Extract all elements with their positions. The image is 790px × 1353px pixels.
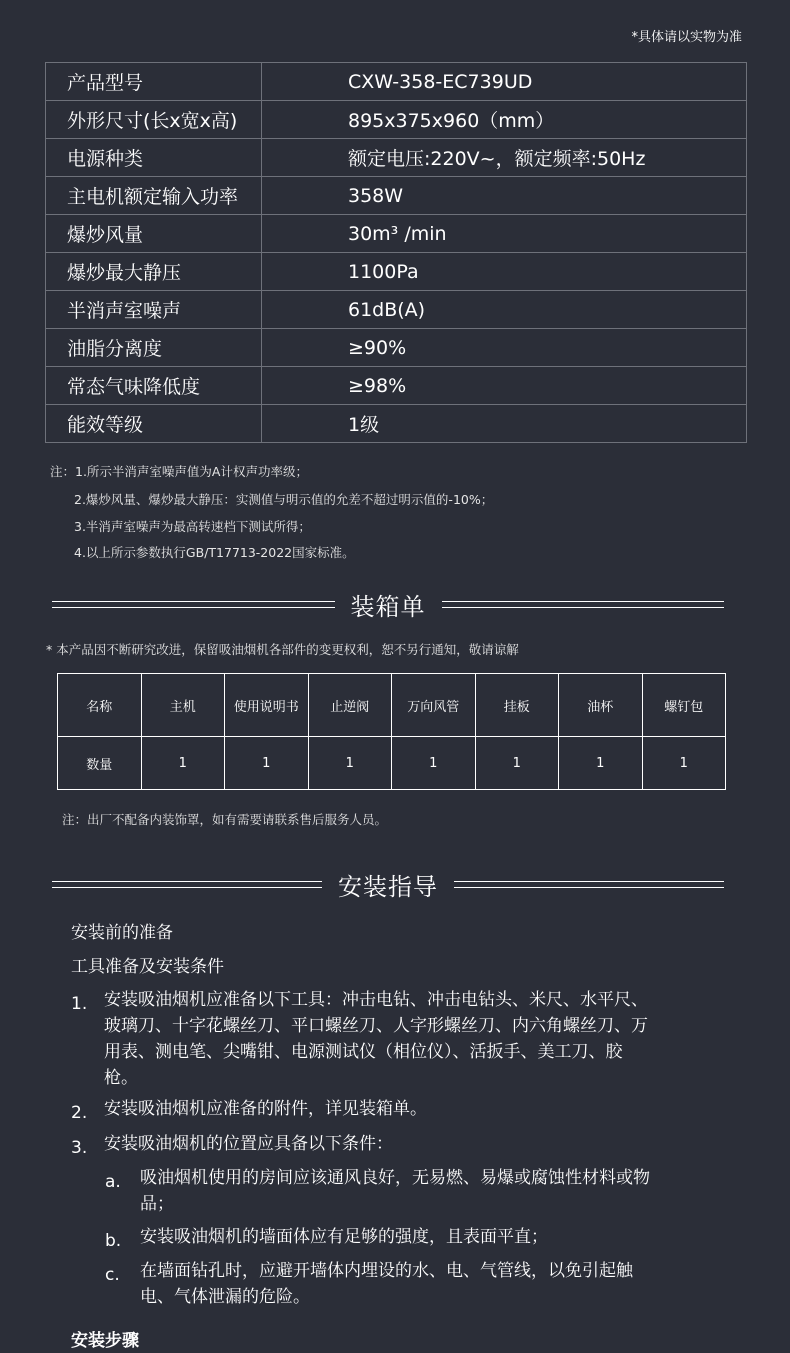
packing-header-cell: 使用说明书 xyxy=(225,674,309,737)
heading-rule-left xyxy=(52,881,322,888)
spec-value: 61dB(A) xyxy=(262,291,747,329)
list-item-number: 2. xyxy=(71,1103,88,1123)
list-item-text: 枪。 xyxy=(104,1068,138,1088)
packing-note: 注：出厂不配备内装饰罩，如有需要请联系售后服务人员。 xyxy=(62,812,388,827)
packing-disclaimer: * 本产品因不断研究改进，保留吸油烟机各部件的变更权利，恕不另行通知，敬请谅解 xyxy=(46,642,519,657)
spec-label: 主电机额定输入功率 xyxy=(46,177,262,215)
packing-qty-cell: 1 xyxy=(308,737,392,790)
list-item-number: c. xyxy=(105,1265,120,1285)
spec-value: 1100Pa xyxy=(262,253,747,291)
install-heading xyxy=(52,867,724,902)
packing-header-cell: 挂板 xyxy=(475,674,559,737)
spec-row xyxy=(46,253,747,291)
list-item-text: 安装吸油烟机应准备的附件，详见装箱单。 xyxy=(104,1099,427,1119)
list-item-text: 玻璃刀、十字花螺丝刀、平口螺丝刀、人字形螺丝刀、内六角螺丝刀、万 xyxy=(104,1016,648,1036)
packing-header-row xyxy=(58,674,726,737)
footnote-4: 4.以上所示参数执行GB/T17713-2022国家标准。 xyxy=(74,545,355,560)
top-note: *具体请以实物为准 xyxy=(631,30,742,45)
footnote-2: 2.爆炒风量、爆炒最大静压：实测值与明示值的允差不超过明示值的-10%； xyxy=(74,492,494,507)
footnote-3: 3.半消声室噪声为最高转速档下测试所得； xyxy=(74,519,311,534)
spec-value: 1级 xyxy=(262,405,747,443)
list-item-number: b. xyxy=(105,1231,122,1251)
packing-header-cell: 油杯 xyxy=(559,674,643,737)
list-item-number: a. xyxy=(105,1172,121,1192)
packing-header-cell: 名称 xyxy=(58,674,142,737)
spec-label: 半消声室噪声 xyxy=(46,291,262,329)
spec-row xyxy=(46,63,747,101)
packing-table xyxy=(57,673,726,790)
spec-row xyxy=(46,215,747,253)
spec-value: 895x375x960（mm） xyxy=(262,101,747,139)
packing-qty-cell: 1 xyxy=(475,737,559,790)
spec-row xyxy=(46,177,747,215)
spec-row xyxy=(46,367,747,405)
prep-title: 安装前的准备 xyxy=(71,923,173,943)
spec-row xyxy=(46,329,747,367)
list-item-text: 安装吸油烟机应准备以下工具：冲击电钻、冲击电钻头、米尺、水平尺、 xyxy=(104,990,648,1010)
spec-value: CXW-358-EC739UD xyxy=(262,63,747,101)
packing-qty-cell: 1 xyxy=(559,737,643,790)
packing-header-cell: 螺钉包 xyxy=(642,674,726,737)
spec-label: 常态气味降低度 xyxy=(46,367,262,405)
spec-row xyxy=(46,139,747,177)
list-item-number: 1. xyxy=(71,994,88,1014)
spec-label: 外形尺寸(长x宽x高) xyxy=(46,101,262,139)
list-item-text: 品； xyxy=(140,1194,174,1214)
spec-value: 30m³ /min xyxy=(262,215,747,253)
spec-value: ≥90% xyxy=(262,329,747,367)
spec-label: 油脂分离度 xyxy=(46,329,262,367)
list-item-text: 电、气体泄漏的危险。 xyxy=(140,1287,310,1307)
spec-label: 产品型号 xyxy=(46,63,262,101)
spec-value: 额定电压:220V~，额定频率:50Hz xyxy=(262,139,747,177)
packing-title: 装箱单 xyxy=(350,593,426,621)
packing-header-cell: 主机 xyxy=(141,674,225,737)
list-item-text: 安装吸油烟机的墙面体应有足够的强度，且表面平直； xyxy=(140,1227,548,1247)
packing-qty-cell: 1 xyxy=(642,737,726,790)
packing-qty-row xyxy=(58,737,726,790)
list-item-text: 在墙面钻孔时，应避开墙体内埋设的水、电、气管线，以免引起触 xyxy=(140,1261,633,1281)
heading-rule-right xyxy=(442,601,725,608)
list-item-text: 吸油烟机使用的房间应该通风良好，无易燃、易爆或腐蚀性材料或物 xyxy=(140,1168,650,1188)
spec-label: 爆炒最大静压 xyxy=(46,253,262,291)
heading-rule-right xyxy=(454,881,724,888)
list-item-text: 安装吸油烟机的位置应具备以下条件： xyxy=(104,1134,393,1154)
packing-header-cell: 止逆阀 xyxy=(308,674,392,737)
spec-value: 358W xyxy=(262,177,747,215)
spec-value: ≥98% xyxy=(262,367,747,405)
spec-row xyxy=(46,291,747,329)
list-item-number: 3. xyxy=(71,1138,88,1158)
footnote-1: 注：1.所示半消声室噪声值为A计权声功率级； xyxy=(50,464,308,479)
tools-title: 工具准备及安装条件 xyxy=(71,957,224,977)
spec-row xyxy=(46,405,747,443)
steps-title: 安装步骤 xyxy=(71,1331,139,1351)
spec-row xyxy=(46,101,747,139)
heading-rule-left xyxy=(52,601,335,608)
packing-qty-cell: 1 xyxy=(141,737,225,790)
list-item-text: 用表、测电笔、尖嘴钳、电源测试仪（相位仪）、活扳手、美工刀、胶 xyxy=(104,1042,623,1062)
packing-heading xyxy=(52,587,724,622)
spec-label: 爆炒风量 xyxy=(46,215,262,253)
spec-label: 能效等级 xyxy=(46,405,262,443)
install-title: 安装指导 xyxy=(338,873,438,901)
spec-label: 电源种类 xyxy=(46,139,262,177)
spec-table xyxy=(45,62,747,443)
qty-label: 数量 xyxy=(58,737,142,790)
packing-header-cell: 万向风管 xyxy=(392,674,476,737)
packing-qty-cell: 1 xyxy=(225,737,309,790)
packing-qty-cell: 1 xyxy=(392,737,476,790)
